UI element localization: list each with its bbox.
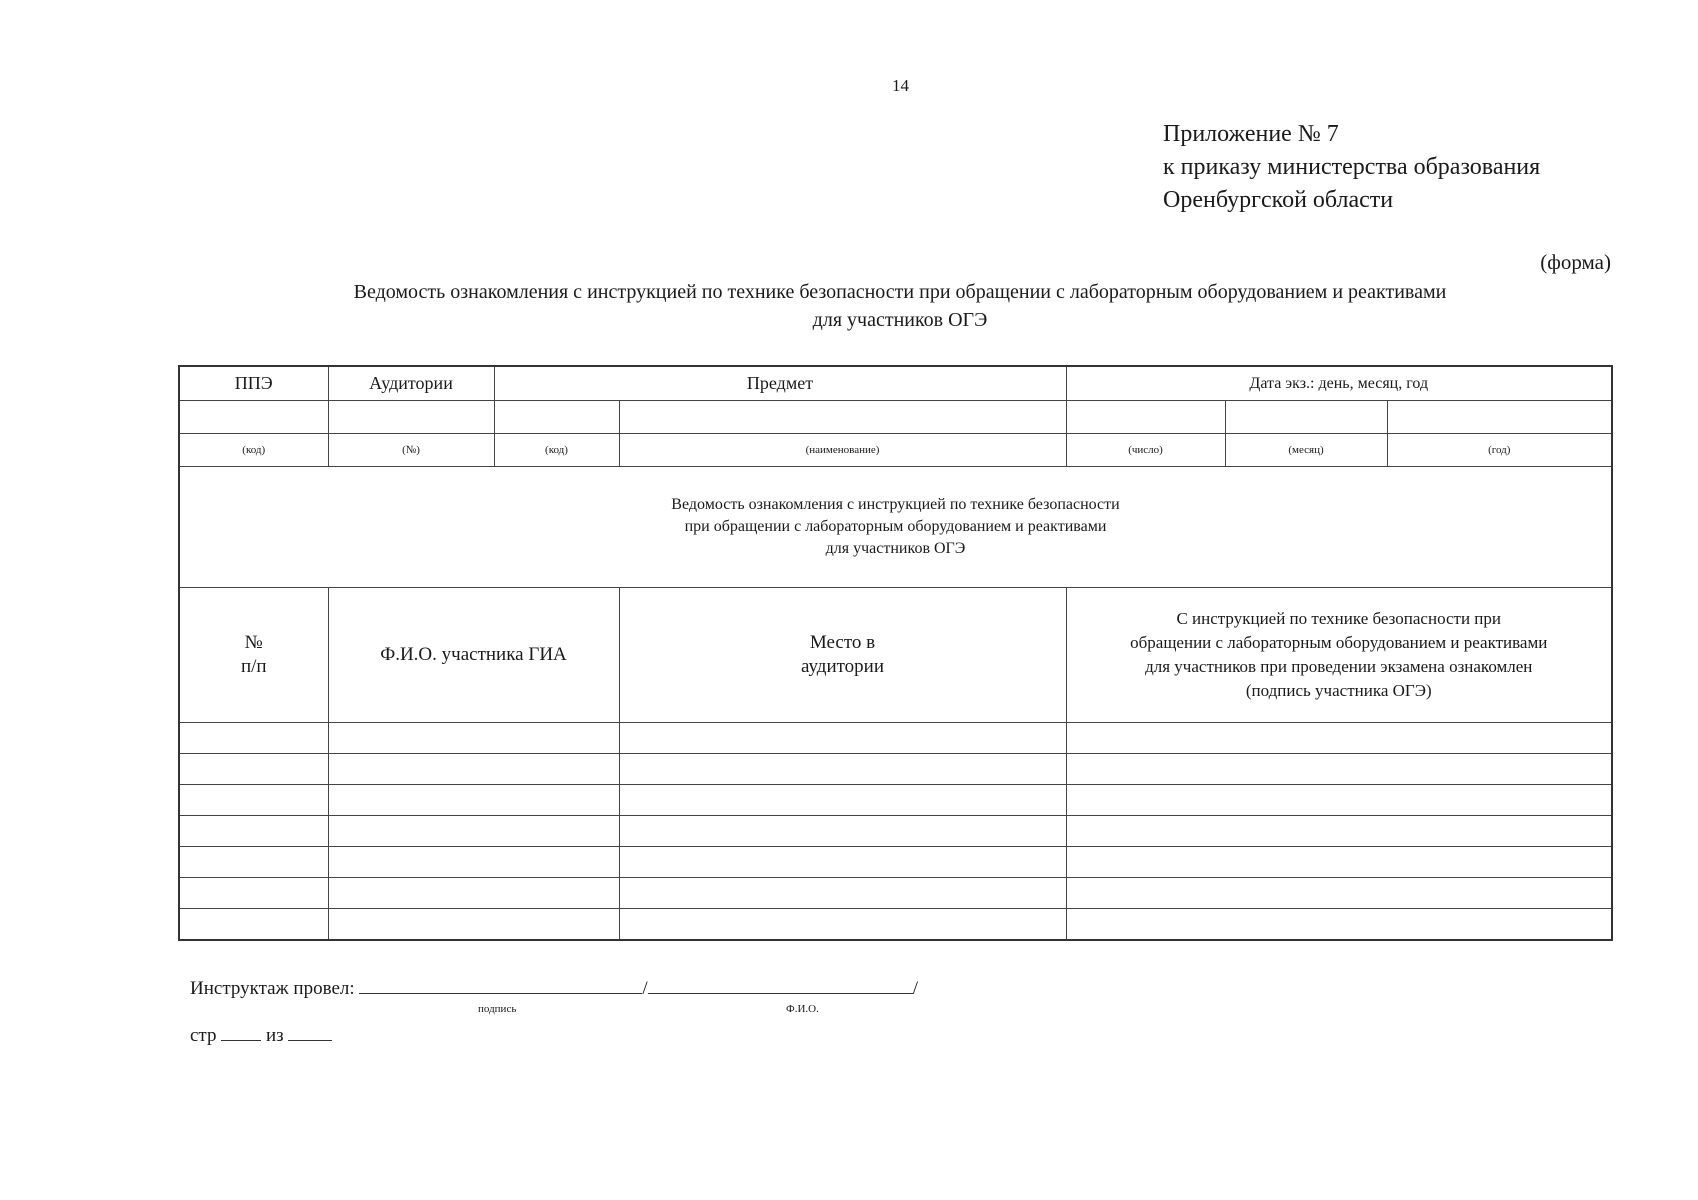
number-header-line-2: п/п bbox=[240, 656, 267, 677]
intro-line-2: при обращении с лабораторным оборудованием и реактивами bbox=[684, 518, 1107, 535]
month-caption: (месяц) bbox=[1225, 434, 1387, 467]
row-signature-cell[interactable] bbox=[1066, 785, 1612, 816]
instructor-signature-field[interactable] bbox=[359, 975, 642, 994]
intro-line-3: для участников ОГЭ bbox=[825, 540, 966, 557]
page-total-field[interactable] bbox=[288, 1022, 332, 1041]
consent-header-line-3: для участников при проведении экзамена ознакомлен bbox=[1145, 657, 1533, 676]
consent-column-header bbox=[1066, 588, 1612, 723]
exam-date-header: Дата экз.: день, месяц, год bbox=[1066, 366, 1612, 401]
exam-month-field[interactable] bbox=[1225, 401, 1387, 434]
subject-code-field[interactable] bbox=[494, 401, 619, 434]
row-fio-cell[interactable] bbox=[328, 723, 619, 754]
intro-line-1: Ведомость ознакомления с инструкцией по технике безопасности bbox=[671, 496, 1120, 513]
form-mark: (форма) bbox=[1540, 250, 1611, 274]
attendance-table bbox=[178, 365, 1613, 941]
row-fio-cell[interactable] bbox=[328, 909, 619, 941]
row-fio-cell[interactable] bbox=[328, 878, 619, 909]
intro-row bbox=[179, 467, 1612, 588]
table-row bbox=[179, 847, 1612, 878]
consent-header-line-4: (подпись участника ОГЭ) bbox=[1245, 681, 1432, 700]
row-number-cell[interactable] bbox=[179, 878, 328, 909]
table-row bbox=[179, 878, 1612, 909]
column-header-row bbox=[179, 588, 1612, 723]
row-fio-cell[interactable] bbox=[328, 754, 619, 785]
number-header-line-1: № bbox=[244, 632, 263, 653]
instructor-fio-field[interactable] bbox=[648, 975, 913, 994]
instructed-by-label: Инструктаж провел: bbox=[190, 978, 355, 999]
seat-column-header bbox=[619, 588, 1066, 723]
number-column-header bbox=[179, 588, 328, 723]
document-title-line-2: для участников ОГЭ bbox=[812, 309, 988, 331]
row-signature-cell[interactable] bbox=[1066, 754, 1612, 785]
appendix-block bbox=[1163, 118, 1540, 217]
row-signature-cell[interactable] bbox=[1066, 816, 1612, 847]
consent-header-line-2: обращении с лабораторным оборудованием и реактивами bbox=[1130, 633, 1548, 652]
row-seat-cell[interactable] bbox=[619, 816, 1066, 847]
document-title bbox=[180, 278, 1620, 334]
subject-name-field[interactable] bbox=[619, 401, 1066, 434]
exam-day-field[interactable] bbox=[1066, 401, 1225, 434]
row-fio-cell[interactable] bbox=[328, 816, 619, 847]
row-seat-cell[interactable] bbox=[619, 754, 1066, 785]
row-number-cell[interactable] bbox=[179, 723, 328, 754]
intro-cell bbox=[179, 467, 1612, 588]
table-row bbox=[179, 816, 1612, 847]
row-fio-cell[interactable] bbox=[328, 847, 619, 878]
instructed-by-line bbox=[190, 975, 918, 1000]
page-number-field[interactable] bbox=[221, 1022, 261, 1041]
seat-header-line-1: Место в bbox=[809, 632, 876, 653]
subject-code-caption: (код) bbox=[494, 434, 619, 467]
subject-header: Предмет bbox=[494, 366, 1066, 401]
ppe-code-field[interactable] bbox=[179, 401, 328, 434]
page-number: 14 bbox=[892, 76, 909, 95]
row-seat-cell[interactable] bbox=[619, 909, 1066, 941]
consent-header-line-1: С инструкцией по технике безопасности при bbox=[1176, 609, 1502, 628]
table-row bbox=[179, 785, 1612, 816]
row-seat-cell[interactable] bbox=[619, 785, 1066, 816]
auditorium-number-caption: (№) bbox=[328, 434, 494, 467]
row-fio-cell[interactable] bbox=[328, 785, 619, 816]
appendix-line-2: к приказу министерства образования bbox=[1163, 154, 1541, 180]
row-number-cell[interactable] bbox=[179, 816, 328, 847]
row-signature-cell[interactable] bbox=[1066, 723, 1612, 754]
table-row bbox=[179, 909, 1612, 941]
row-number-cell[interactable] bbox=[179, 785, 328, 816]
page-count-line bbox=[190, 1022, 332, 1047]
separator-slash: / bbox=[912, 978, 918, 999]
row-number-cell[interactable] bbox=[179, 847, 328, 878]
exam-year-field[interactable] bbox=[1387, 401, 1612, 434]
row-seat-cell[interactable] bbox=[619, 878, 1066, 909]
row-signature-cell[interactable] bbox=[1066, 878, 1612, 909]
ppe-header: ППЭ bbox=[179, 366, 328, 401]
row-number-cell[interactable] bbox=[179, 754, 328, 785]
auditorium-header: Аудитории bbox=[328, 366, 494, 401]
seat-header-line-2: аудитории bbox=[801, 656, 884, 677]
header-row bbox=[179, 366, 1612, 401]
subject-name-caption: (наименование) bbox=[619, 434, 1066, 467]
signature-caption: подпись bbox=[478, 1003, 517, 1015]
row-signature-cell[interactable] bbox=[1066, 847, 1612, 878]
appendix-line-1: Приложение № 7 bbox=[1163, 121, 1339, 147]
row-seat-cell[interactable] bbox=[619, 847, 1066, 878]
ppe-code-caption: (код) bbox=[179, 434, 328, 467]
caption-row bbox=[179, 434, 1612, 467]
fio-caption: Ф.И.О. bbox=[786, 1003, 819, 1015]
of-label: из bbox=[265, 1025, 284, 1046]
year-caption: (год) bbox=[1387, 434, 1612, 467]
auditorium-number-field[interactable] bbox=[328, 401, 494, 434]
document-title-line-1: Ведомость ознакомления с инструкцией по технике безопасности при обращении с лабораторным оборудованием и реактивами bbox=[353, 281, 1447, 303]
row-number-cell[interactable] bbox=[179, 909, 328, 941]
appendix-line-3: Оренбургской области bbox=[1163, 187, 1394, 213]
table-row bbox=[179, 754, 1612, 785]
header-input-row bbox=[179, 401, 1612, 434]
fio-column-header: Ф.И.О. участника ГИА bbox=[328, 588, 619, 723]
page-label: стр bbox=[190, 1025, 217, 1046]
day-caption: (число) bbox=[1066, 434, 1225, 467]
separator-slash: / bbox=[642, 978, 648, 999]
row-seat-cell[interactable] bbox=[619, 723, 1066, 754]
row-signature-cell[interactable] bbox=[1066, 909, 1612, 941]
table-row bbox=[179, 723, 1612, 754]
